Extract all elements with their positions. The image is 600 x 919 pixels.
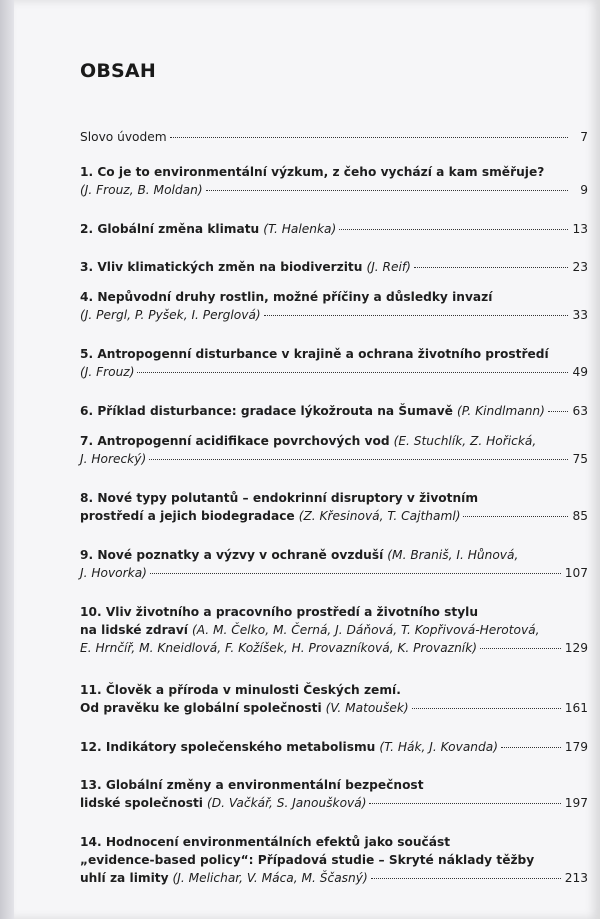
entry-authors: (T. Halenka)	[263, 222, 337, 236]
toc-entry-line	[80, 851, 588, 869]
page-number: 161	[564, 701, 588, 715]
entry-title: prostředí a jejich biodegradace	[80, 509, 295, 523]
dot-leader	[371, 878, 561, 879]
toc-entry-line	[80, 363, 588, 381]
toc-entry-line	[80, 603, 588, 621]
dot-leader	[149, 459, 568, 460]
entry-authors: (J. Frouz, B. Moldan)	[80, 183, 203, 197]
toc-entry[interactable]	[80, 738, 588, 756]
toc-entry-line	[80, 699, 588, 717]
page-number: 213	[564, 871, 588, 885]
page-number: 179	[564, 740, 588, 754]
entry-authors: (T. Hák, J. Kovanda)	[379, 740, 498, 754]
toc-entry-line	[80, 507, 588, 525]
dot-leader	[369, 803, 560, 804]
toc-entry[interactable]	[80, 489, 588, 525]
toc-entry[interactable]	[80, 288, 588, 324]
entry-authors: (A. M. Čelko, M. Černá, J. Dáňová, T. Kopřivová-Herotová,	[191, 623, 540, 637]
dot-leader	[412, 708, 561, 709]
toc-entry[interactable]	[80, 603, 588, 657]
entry-title: 5. Antropogenní disturbance v krajině a ochrana životního prostředí	[80, 347, 549, 361]
toc-entry[interactable]	[80, 432, 588, 468]
entry-authors: (J. Reif)	[366, 260, 411, 274]
entry-authors: (Z. Křesinová, T. Cajthaml)	[298, 509, 461, 523]
dot-leader	[548, 411, 568, 412]
toc-entry-line	[80, 402, 588, 420]
page-number: 33	[572, 308, 588, 322]
toc-entry[interactable]	[80, 833, 588, 887]
entry-authors: (P. Kindlmann)	[456, 404, 545, 418]
entry-title: na lidské zdraví	[80, 623, 188, 637]
toc-entry[interactable]	[80, 128, 588, 146]
toc-entry-line	[80, 564, 588, 582]
page-number: 13	[572, 222, 588, 236]
entry-authors: (J. Pergl, P. Pyšek, I. Perglová)	[80, 308, 261, 322]
dot-leader	[137, 372, 568, 373]
dot-leader	[339, 229, 568, 230]
entry-title: 10. Vliv životního a pracovního prostředí a životního stylu	[80, 605, 478, 619]
entry-authors: (D. Vačkář, S. Janoušková)	[206, 796, 367, 810]
entry-authors: (V. Matoušek)	[325, 701, 409, 715]
entry-title: 11. Člověk a příroda v minulosti Českých zemí.	[80, 683, 401, 697]
toc-entry-line	[80, 489, 588, 507]
entry-title: Od pravěku ke globální společnosti	[80, 701, 322, 715]
toc-entry[interactable]	[80, 681, 588, 717]
entry-title: 9. Nové poznatky a výzvy v ochraně ovzduší	[80, 548, 384, 562]
book-gutter	[0, 0, 14, 919]
toc-entry[interactable]	[80, 345, 588, 381]
entry-title: 6. Příklad disturbance: gradace lýkožrouta na Šumavě	[80, 404, 453, 418]
toc-entry-line	[80, 288, 588, 306]
toc-entry-line	[80, 450, 588, 468]
dot-leader	[206, 190, 568, 191]
page-number: 63	[572, 404, 588, 418]
page-number: 23	[572, 260, 588, 274]
page-number: 197	[564, 796, 588, 810]
entry-title: 7. Antropogenní acidifikace povrchových vod	[80, 434, 390, 448]
toc-entry[interactable]	[80, 776, 588, 812]
entry-title: 8. Nové typy polutantů – endokrinní disruptory v životním	[80, 491, 479, 505]
toc-entry-line	[80, 181, 588, 199]
toc-entry-line	[80, 163, 588, 181]
page-number: 75	[572, 452, 588, 466]
page-title: OBSAH	[80, 60, 156, 82]
toc-entry-line	[80, 794, 588, 812]
dot-leader	[150, 573, 561, 574]
page-number: 129	[564, 641, 588, 655]
entry-title: lidské společnosti	[80, 796, 203, 810]
entry-authors: J. Horecký)	[80, 452, 147, 466]
entry-title: „evidence-based policy“: Případová studie – Skryté náklady těžby	[80, 853, 535, 867]
dot-leader	[463, 516, 568, 517]
toc-entry[interactable]	[80, 220, 588, 238]
dot-leader	[501, 747, 561, 748]
toc-entry-line	[80, 738, 588, 756]
page-number: 107	[564, 566, 588, 580]
toc-entry-line	[80, 546, 588, 564]
toc-entry-line	[80, 220, 588, 238]
toc-entry-line	[80, 345, 588, 363]
toc-entry-line	[80, 776, 588, 794]
entry-title: 4. Nepůvodní druhy rostlin, možné příčiny a důsledky invazí	[80, 290, 493, 304]
dot-leader	[264, 315, 568, 316]
entry-title: 14. Hodnocení environmentálních efektů jako součást	[80, 835, 451, 849]
dot-leader	[480, 648, 561, 649]
entry-authors: (E. Stuchlík, Z. Hořická,	[393, 434, 537, 448]
entry-title: 3. Vliv klimatických změn na biodiverzitu	[80, 260, 363, 274]
page-number: 9	[580, 183, 588, 197]
dot-leader	[414, 267, 568, 268]
entry-title: Slovo úvodem	[80, 130, 167, 144]
toc-entry-line	[80, 306, 588, 324]
toc-entry[interactable]	[80, 546, 588, 582]
page-number: 7	[580, 130, 588, 144]
entry-authors: J. Hovorka)	[80, 566, 147, 580]
entry-authors: (M. Braniš, I. Hůnová,	[387, 548, 519, 562]
entry-title: 12. Indikátory společenského metabolismu	[80, 740, 376, 754]
entry-title: 13. Globální změny a environmentální bezpečnost	[80, 778, 424, 792]
entry-title: uhlí za limity	[80, 871, 169, 885]
toc-entry-line	[80, 869, 588, 887]
toc-entry-line	[80, 258, 588, 276]
entry-authors: (J. Frouz)	[80, 365, 135, 379]
toc-entry-line	[80, 128, 588, 146]
entry-title: 2. Globální změna klimatu	[80, 222, 260, 236]
toc-entry-line	[80, 681, 588, 699]
entry-authors: (J. Melichar, V. Máca, M. Ščasný)	[172, 871, 368, 885]
page-number: 85	[572, 509, 588, 523]
dot-leader	[170, 137, 568, 138]
entry-authors: E. Hrnčíř, M. Kneidlová, F. Kožíšek, H. Provazníková, K. Provazník)	[80, 641, 478, 655]
page-number: 49	[572, 365, 588, 379]
toc-entry-line	[80, 621, 588, 639]
entry-title: 1. Co je to environmentální výzkum, z čeho vychází a kam směřuje?	[80, 165, 545, 179]
toc-entry-line	[80, 833, 588, 851]
toc-entry[interactable]	[80, 163, 588, 199]
toc-entry[interactable]	[80, 402, 588, 420]
toc-entry[interactable]	[80, 258, 588, 276]
toc-entry-line	[80, 432, 588, 450]
toc-entry-line	[80, 639, 588, 657]
